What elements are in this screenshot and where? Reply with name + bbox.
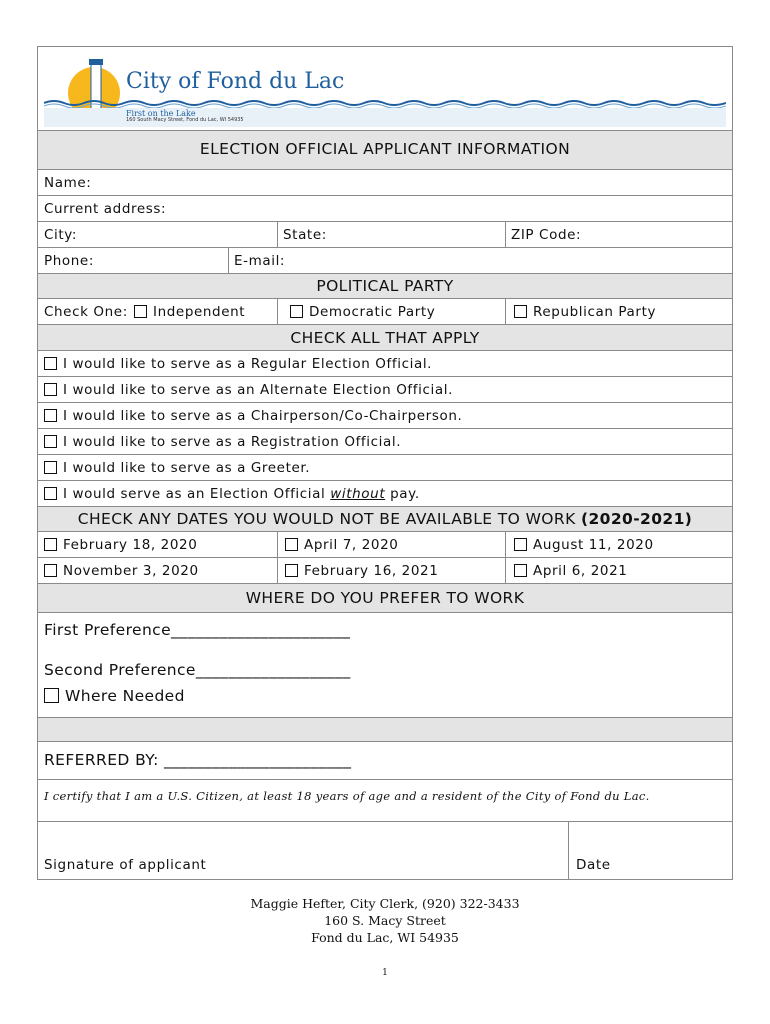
checkbox-icon[interactable] (514, 564, 527, 577)
check-all-heading: CHECK ALL THAT APPLY (290, 329, 480, 347)
apply-row (38, 480, 732, 506)
apply-option-regular[interactable]: I would like to serve as a Regular Election Official. (44, 356, 432, 372)
phone-email-row (38, 247, 732, 273)
work-heading: WHERE DO YOU PREFER TO WORK (245, 589, 525, 607)
second-preference-field[interactable]: Second Preference___________________ (44, 661, 351, 679)
name-row (38, 169, 732, 195)
date-option[interactable]: February 18, 2020 (44, 537, 197, 553)
apply-row (38, 454, 732, 480)
city-label: City: (44, 227, 78, 243)
apply-row (38, 402, 732, 428)
zip-label: ZIP Code: (511, 227, 582, 243)
clerk-city: Fond du Lac, WI 54935 (311, 930, 459, 945)
apply-option-without-pay[interactable]: I would serve as an Election Official without pay. (44, 486, 420, 502)
apply-option-greeter[interactable]: I would like to serve as a Greeter. (44, 460, 310, 476)
apply-option-alternate[interactable]: I would like to serve as an Alternate Election Official. (44, 382, 453, 398)
checkbox-icon[interactable] (285, 538, 298, 551)
page-number: 1 (382, 968, 388, 978)
current-address-label: Current address: (44, 201, 167, 217)
checkbox-icon[interactable] (44, 538, 57, 551)
date-option[interactable]: April 7, 2020 (285, 537, 398, 553)
date-option[interactable]: April 6, 2021 (514, 563, 627, 579)
work-preferences (38, 612, 732, 717)
certify-statement: I certify that I am a U.S. Citizen, at least 18 years of age and a resident of the City of Fond du Lac. (44, 789, 650, 803)
address-row (38, 195, 732, 221)
apply-option-registration[interactable]: I would like to serve as a Registration Official. (44, 434, 401, 450)
date-option[interactable]: August 11, 2020 (514, 537, 654, 553)
signature-label: Signature of applicant (44, 857, 207, 873)
checkbox-icon[interactable] (514, 305, 527, 318)
checkbox-icon[interactable] (44, 487, 57, 500)
checkbox-icon[interactable] (44, 688, 59, 703)
referred-row (38, 741, 732, 779)
checkbox-icon[interactable] (44, 435, 57, 448)
apply-row (38, 428, 732, 454)
email-label: E-mail: (234, 253, 286, 269)
logo-city-name: City of Fond du Lac (126, 69, 345, 94)
application-form (37, 46, 733, 880)
logo-address: 160 South Macy Street, Fond du Lac, WI 54935 (126, 117, 244, 123)
phone-label: Phone: (44, 253, 94, 269)
party-option-republican[interactable]: Republican Party (514, 304, 656, 320)
political-party-heading: POLITICAL PARTY (316, 277, 454, 295)
party-row (38, 298, 732, 324)
form-title: ELECTION OFFICIAL APPLICANT INFORMATION (199, 140, 571, 158)
referred-by-field[interactable]: REFERRED BY: _______________________ (44, 751, 352, 769)
city-state-zip-row (38, 221, 732, 247)
check-one-label: Check One: (44, 304, 128, 320)
date-option[interactable]: February 16, 2021 (285, 563, 438, 579)
form-title-bar (38, 130, 732, 169)
party-option-democratic[interactable]: Democratic Party (290, 304, 435, 320)
work-header (38, 583, 732, 612)
state-label: State: (283, 227, 327, 243)
checkbox-icon[interactable] (285, 564, 298, 577)
clerk-name-phone: Maggie Hefter, City Clerk, (920) 322-3433 (250, 896, 520, 911)
first-preference-field[interactable]: First Preference______________________ (44, 621, 351, 639)
dates-row-1 (38, 531, 732, 557)
dates-heading: CHECK ANY DATES YOU WOULD NOT BE AVAILABLE TO WORK (2020-2021) (77, 510, 693, 528)
clerk-contact (0, 895, 770, 946)
date-option[interactable]: November 3, 2020 (44, 563, 199, 579)
logo-tagline: First on the Lake (126, 109, 196, 118)
name-label: Name: (44, 175, 92, 191)
checkbox-icon[interactable] (44, 409, 57, 422)
checkbox-icon[interactable] (44, 461, 57, 474)
checkbox-icon[interactable] (44, 357, 57, 370)
date-label: Date (576, 857, 611, 873)
check-all-header (38, 324, 732, 350)
dates-row-2 (38, 557, 732, 583)
apply-option-chairperson[interactable]: I would like to serve as a Chairperson/Co-Chairperson. (44, 408, 462, 424)
checkbox-icon[interactable] (514, 538, 527, 551)
apply-row (38, 376, 732, 402)
clerk-street: 160 S. Macy Street (324, 913, 446, 928)
apply-row (38, 350, 732, 376)
political-party-header (38, 273, 732, 298)
certify-row (38, 779, 732, 821)
party-option-independent[interactable]: Independent (134, 304, 245, 320)
where-needed-option[interactable]: Where Needed (44, 687, 185, 705)
checkbox-icon[interactable] (44, 383, 57, 396)
checkbox-icon[interactable] (134, 305, 147, 318)
checkbox-icon[interactable] (44, 564, 57, 577)
city-logo (44, 53, 726, 127)
signature-row (38, 821, 732, 879)
checkbox-icon[interactable] (290, 305, 303, 318)
blank-shaded-bar (38, 717, 732, 741)
dates-header (38, 506, 732, 531)
